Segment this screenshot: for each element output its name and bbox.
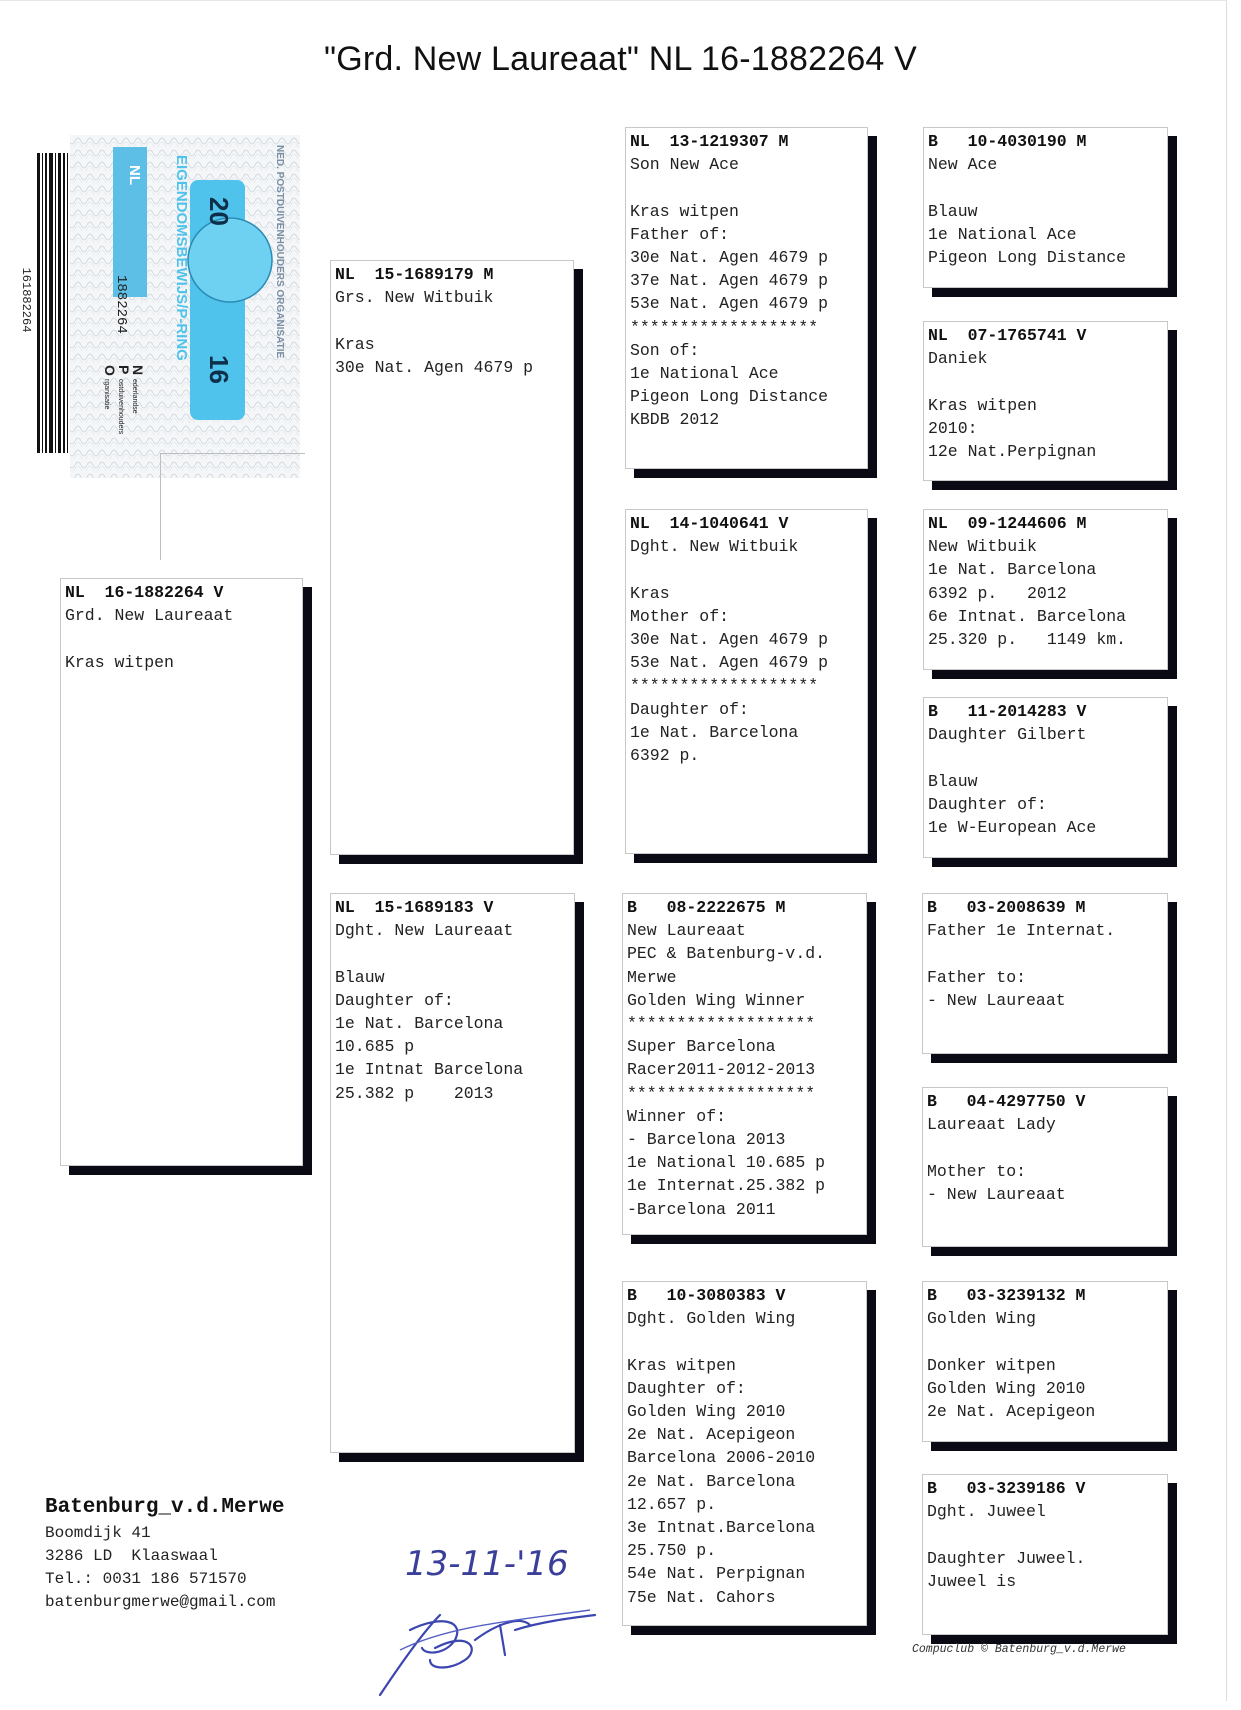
- box-line: Kras: [630, 583, 670, 603]
- box-line: Daughter of:: [928, 794, 1047, 814]
- breeder-city: 3286 LD Klaaswaal: [45, 1547, 218, 1565]
- box-line: Daughter of:: [335, 990, 454, 1010]
- pedigree-box-sss: [923, 127, 1168, 288]
- box-line: Daughter of:: [630, 699, 749, 719]
- box-line: Daughter Gilbert: [928, 725, 1087, 745]
- box-line: 2e Nat. Barcelona: [627, 1471, 796, 1491]
- ring-number: NL 16-1882264 V: [65, 583, 224, 602]
- box-line: 2e Nat. Acepigeon: [627, 1425, 796, 1445]
- ring-number: NL 07-1765741 V: [928, 326, 1087, 345]
- pedigree-box-dds: [922, 1281, 1168, 1442]
- box-line: Kras witpen: [928, 395, 1037, 415]
- box-line: *******************: [630, 317, 819, 337]
- box-line: 30e Nat. Agen 4679 p: [630, 630, 829, 649]
- box-line: 37e Nat. Agen 4679 p: [630, 271, 829, 291]
- logo-letter-o: O: [102, 365, 118, 376]
- box-line: Grs. New Witbuik: [335, 288, 494, 308]
- box-line: 1e National Ace: [630, 364, 779, 384]
- box-line: 53e Nat. Agen 4679 p: [630, 294, 829, 314]
- ring-number: NL 15-1689183 V: [335, 898, 494, 917]
- pedigree-box-ddd: [922, 1474, 1168, 1635]
- signature: [370, 1530, 600, 1710]
- pedigree-box-dsd: [922, 1087, 1168, 1247]
- box-line: 12e Nat.Perpignan: [928, 442, 1097, 461]
- box-line: [630, 176, 863, 199]
- box-line: - New Laureaat: [927, 990, 1066, 1010]
- box-line: *******************: [627, 1014, 816, 1034]
- ring-number: B 03-3239132 M: [927, 1286, 1086, 1305]
- box-line: Blauw: [335, 967, 385, 987]
- ring-number: NL 09-1244606 M: [928, 514, 1087, 533]
- box-line: Winner of:: [627, 1106, 727, 1126]
- box-line: [928, 370, 1163, 393]
- logo-word-1: ederlandse: [131, 379, 138, 414]
- breeder-email: batenburgmerwe@gmail.com: [45, 1593, 276, 1611]
- box-line: Dght. Juweel: [927, 1502, 1046, 1522]
- box-line: Father to:: [927, 967, 1027, 987]
- box-line: Daniek: [928, 349, 988, 369]
- logo-letter-n: N: [130, 365, 146, 376]
- pedigree-box-sdd: [923, 697, 1168, 858]
- box-line: 1e Internat.25.382 p: [627, 1176, 826, 1196]
- box-line: [927, 1523, 1163, 1546]
- box-line: Dght. New Witbuik: [630, 537, 799, 557]
- box-line: Golden Wing Winner: [627, 990, 806, 1010]
- handwritten-date: 13-11-'16: [405, 1544, 569, 1584]
- box-line: *******************: [627, 1083, 816, 1103]
- box-line: [630, 558, 863, 581]
- box-line: Kras witpen: [65, 652, 174, 672]
- box-line: 1e Nat. Barcelona: [630, 722, 799, 742]
- ring-number: B 11-2014283 V: [928, 702, 1087, 721]
- ring-number: B 03-2008639 M: [927, 898, 1086, 917]
- box-line: Juweel is: [927, 1571, 1017, 1591]
- ring-number: NL 13-1219307 M: [630, 132, 789, 151]
- box-line: 2e Nat. Acepigeon: [927, 1402, 1096, 1421]
- box-line: 30e Nat. Agen 4679 p: [630, 248, 829, 267]
- breeder-phone: Tel.: 0031 186 571570: [45, 1570, 247, 1588]
- box-line: 10.685 p: [335, 1037, 415, 1057]
- box-line: New Ace: [928, 155, 998, 175]
- box-line: [335, 309, 569, 332]
- card-country: NL: [126, 165, 143, 185]
- box-line: [627, 1330, 862, 1353]
- box-line: [927, 1330, 1163, 1353]
- pedigree-title: "Grd. New Laureaat" NL 16-1882264 V: [323, 40, 918, 78]
- ring-number: B 10-3080383 V: [627, 1286, 786, 1305]
- pedigree-box-ds: [622, 893, 867, 1235]
- box-line: - New Laureaat: [927, 1184, 1066, 1204]
- pedigree-box-dd: [622, 1281, 867, 1626]
- box-line: 3e Intnat.Barcelona: [627, 1518, 816, 1538]
- breeder-name: Batenburg_v.d.Merwe: [45, 1496, 285, 1519]
- pedigree-box-dam: [330, 893, 575, 1453]
- logo-word-2: ostduivenhouders: [117, 379, 124, 435]
- box-line: New Laureaat: [627, 921, 746, 941]
- box-line: Blauw: [928, 201, 978, 221]
- box-line: Laureaat Lady: [927, 1115, 1056, 1135]
- pedigree-box-sd: [625, 509, 868, 854]
- box-line: Kras witpen: [627, 1355, 736, 1375]
- box-line: 1e Intnat Barcelona: [335, 1060, 524, 1080]
- box-line: Barcelona 2006-2010: [627, 1448, 816, 1468]
- box-line: -Barcelona 2011: [627, 1199, 776, 1219]
- box-line: Father 1e Internat.: [927, 921, 1116, 941]
- box-line: 1e Nat. Barcelona: [928, 560, 1097, 580]
- card-ring-number: 1882264: [113, 275, 129, 334]
- ring-number: B 03-3239186 V: [927, 1479, 1086, 1498]
- box-line: 25.320 p. 1149 km.: [928, 630, 1127, 650]
- ring-ownership-card: [15, 135, 300, 478]
- box-line: Racer2011-2012-2013: [627, 1060, 816, 1080]
- box-line: 25.750 p.: [627, 1541, 717, 1561]
- box-line: Golden Wing 2010: [627, 1402, 786, 1421]
- barcode: [37, 153, 68, 453]
- box-line: [928, 176, 1163, 199]
- box-line: Golden Wing 2010: [927, 1378, 1086, 1398]
- box-line: Kras: [335, 334, 375, 354]
- box-line: 1e National Ace: [928, 224, 1077, 244]
- card-org: NED. POSTDUIVENHOUDERS ORGANISATIE: [274, 145, 285, 359]
- box-line: Kras witpen: [630, 201, 739, 221]
- box-line: 30e Nat. Agen 4679 p: [335, 357, 534, 377]
- box-line: *******************: [630, 676, 819, 696]
- breeder-address: Boomdijk 41: [45, 1524, 151, 1542]
- box-line: 1e National 10.685 p: [627, 1153, 826, 1173]
- box-line: 6392 p.: [630, 746, 700, 766]
- box-line: 2010:: [928, 418, 978, 438]
- box-line: Golden Wing: [927, 1309, 1036, 1329]
- box-line: Grd. New Laureaat: [65, 606, 234, 626]
- box-line: [928, 746, 1163, 769]
- box-line: Mother of:: [630, 606, 730, 626]
- box-line: Daughter Juweel.: [927, 1548, 1086, 1568]
- box-line: - Barcelona 2013: [627, 1130, 786, 1150]
- box-line: Son of:: [630, 340, 700, 360]
- box-line: 54e Nat. Perpignan: [627, 1564, 806, 1584]
- box-line: Dght. New Laureaat: [335, 921, 514, 941]
- box-line: [927, 1136, 1163, 1159]
- box-line: Pigeon Long Distance: [630, 387, 829, 407]
- box-line: 53e Nat. Agen 4679 p: [630, 653, 829, 673]
- box-line: [335, 942, 570, 965]
- logo-letter-p: P: [116, 365, 132, 375]
- box-line: Dght. Golden Wing: [627, 1309, 796, 1329]
- box-line: Father of:: [630, 224, 730, 244]
- box-line: [65, 627, 298, 650]
- logo-word-3: rganisatie: [103, 379, 110, 410]
- pedigree-box-ss: [625, 127, 868, 469]
- box-line: Donker witpen: [927, 1355, 1056, 1375]
- box-line: Daughter of:: [627, 1378, 746, 1398]
- box-line: Pigeon Long Distance: [928, 248, 1127, 267]
- box-line: 1e W-European Ace: [928, 818, 1097, 837]
- box-line: 25.382 p 2013: [335, 1083, 494, 1103]
- ring-number: NL 15-1689179 M: [335, 265, 494, 284]
- box-line: 12.657 p.: [627, 1494, 717, 1514]
- box-line: Son New Ace: [630, 155, 739, 175]
- connector: [160, 453, 161, 560]
- box-line: 1e Nat. Barcelona: [335, 1014, 504, 1033]
- connector: [160, 453, 305, 454]
- pedigree-box-subject: [60, 578, 303, 1166]
- box-line: PEC & Batenburg-v.d.: [627, 944, 826, 964]
- pedigree-box-ssd: [923, 321, 1168, 481]
- card-year-right: 16: [204, 355, 234, 384]
- ring-number: B 04-4297750 V: [927, 1092, 1086, 1111]
- ring-number: B 08-2222675 M: [627, 898, 786, 917]
- box-line: Super Barcelona: [627, 1037, 776, 1057]
- box-line: New Witbuik: [928, 537, 1037, 557]
- box-line: KBDB 2012: [630, 410, 720, 430]
- card-title: EIGENDOMSBEWIJS/P-RING: [173, 155, 190, 361]
- card-year-left: 20: [204, 197, 234, 226]
- box-line: 6e Intnat. Barcelona: [928, 606, 1127, 626]
- box-line: Merwe: [627, 967, 677, 987]
- footer-credit: Compuclub © Batenburg_v.d.Merwe: [912, 1643, 1126, 1656]
- ring-number: NL 14-1040641 V: [630, 514, 789, 533]
- box-line: 6392 p. 2012: [928, 583, 1067, 603]
- pedigree-box-sire: [330, 260, 574, 855]
- pedigree-box-sds: [923, 509, 1168, 670]
- box-line: [927, 942, 1163, 965]
- box-line: Blauw: [928, 771, 978, 791]
- side-number: 161882264: [19, 267, 33, 333]
- breeder-info: [45, 1494, 284, 1614]
- pedigree-box-dss: [922, 893, 1168, 1054]
- ring-number: B 10-4030190 M: [928, 132, 1087, 151]
- box-line: 75e Nat. Cahors: [627, 1587, 776, 1607]
- box-line: Mother to:: [927, 1161, 1027, 1181]
